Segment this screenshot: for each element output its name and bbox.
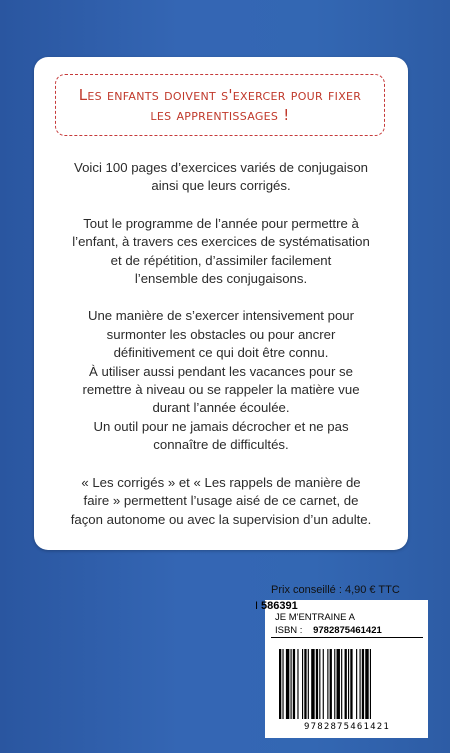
barcode-sticker [255, 600, 428, 738]
isbn-line [275, 625, 382, 636]
code-prefix: I [255, 600, 259, 612]
product-title: JE M'ENTRAINE A [275, 612, 355, 623]
description [44, 159, 398, 529]
headline-line-1: Les enfants doivent s'exercer pour fixer [78, 86, 362, 104]
headline-line-2: les apprentissages ! [150, 106, 290, 124]
barcode-image [277, 649, 417, 721]
paragraph-4: « Les corrigés » et « Les rappels de manière de faire » permettent l’usage aisé de ce carnet, de façon autonome ou avec la supervision d’un adulte. [70, 474, 372, 527]
price-label: Prix conseillé : 4,90 € TTC [271, 584, 400, 596]
isbn-value: 9782875461421 [313, 625, 382, 636]
isbn-label: ISBN : [275, 625, 303, 636]
text-panel [34, 57, 408, 550]
product-code: 586391 [261, 600, 298, 612]
paragraph-2: Tout le programme de l’année pour permettre à l’enfant, à travers ces exercices de systématisation et de répétition, d’assimiler facilement l’ensemble des conjugaisons. [72, 215, 370, 287]
barcode-number: 9782875461421 [303, 722, 391, 732]
paragraph-3: Une manière de s’exercer intensivement pour surmonter les obstacles ou pour ancrer définitivement ce qui doit être connu. À utiliser aussi pendant les vacances pour se remettre à niveau ou se rappeler la matière vue durant l’année écoulée. Un outil pour ne jamais décrocher et ne pas connaître de difficultés. [82, 308, 360, 453]
divider [271, 637, 423, 638]
paragraph-1: Voici 100 pages d’exercices variés de conjugaison ainsi que leurs corrigés. [74, 160, 368, 194]
headline-banner [55, 74, 385, 136]
